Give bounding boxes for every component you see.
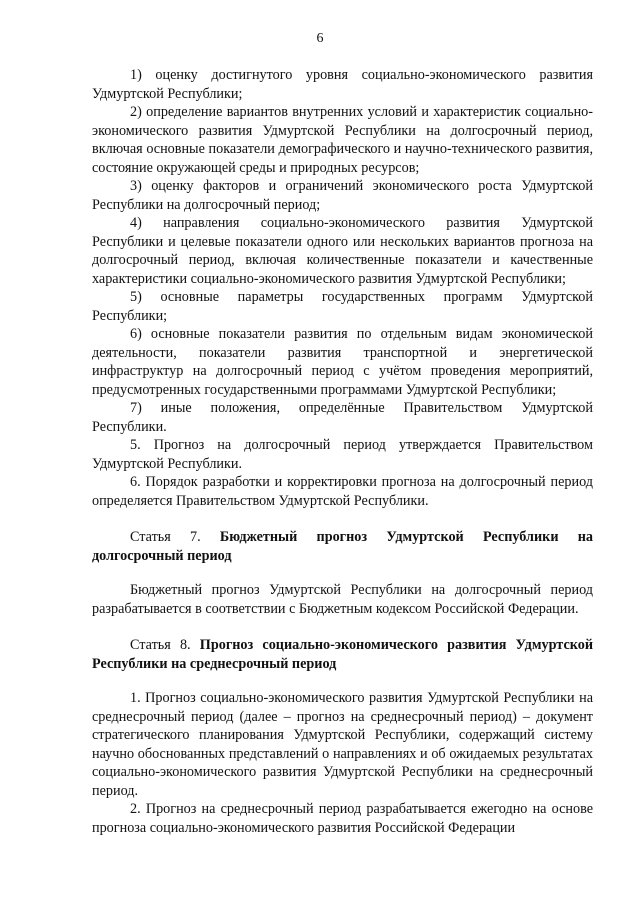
paragraph: 5. Прогноз на долгосрочный период утверждается Правительством Удмуртской Республики. xyxy=(92,437,593,472)
list-item: 3) оценку факторов и ограничений экономического роста Удмуртской Республики на долгосрочный период; xyxy=(92,178,593,213)
list-item: 4) направления социально-экономического развития Удмуртской Республики и целевые показатели одного или нескольких вариантов прогноза на долгосрочный период, включая количественные показатели и качественные характеристики социально-экономического развития Удмуртской Республики; xyxy=(92,215,593,287)
list-item: 1) оценку достигнутого уровня социально-экономического развития Удмуртской Республики; xyxy=(92,67,593,102)
page-number: 6 xyxy=(316,31,324,46)
document-body xyxy=(92,66,593,837)
article-7-text: Бюджетный прогноз Удмуртской Республики на долгосрочный период разрабатывается в соответствии с Бюджетным кодексом Российской Федерации. xyxy=(92,582,593,617)
list-item: 2) определение вариантов внутренних условий и характеристик социально-экономического развития Удмуртской Республики на долгосрочный период, включая основные показатели демографического и научно-технического развития, состояние окружающей среды и природных ресурсов; xyxy=(92,104,593,176)
article-7-label: Статья 7. xyxy=(130,529,201,545)
list-item: 5) основные параметры государственных программ Удмуртской Республики; xyxy=(92,289,593,324)
article-7-title: Бюджетный прогноз Удмуртской Республики на долгосрочный период xyxy=(92,529,594,564)
article-8-paragraph: 1. Прогноз социально-экономического развития Удмуртской Республики на среднесрочный период (далее – прогноз на среднесрочный период) – документ стратегического планирования Удмуртской Республики, содержащий систему научно обоснованных представлений о направлениях и об ожидаемых результатах социально-экономического развития Удмуртской Республики на среднесрочный период. xyxy=(92,690,593,799)
article-8-title: Прогноз социально-экономического развития Удмуртской Республики на среднесрочный период xyxy=(92,637,593,672)
article-8-label: Статья 8. xyxy=(130,637,191,653)
list-item: 7) иные положения, определённые Правительством Удмуртской Республики. xyxy=(92,400,593,435)
article-8-paragraph: 2. Прогноз на среднесрочный период разрабатывается ежегодно на основе прогноза социально-экономического развития Российской Федерации xyxy=(92,801,593,836)
article-8-heading xyxy=(92,636,593,673)
paragraph: 6. Порядок разработки и корректировки прогноза на долгосрочный период определяется Правительством Удмуртской Республики. xyxy=(92,474,593,509)
list-item: 6) основные показатели развития по отдельным видам экономической деятельности, показатели развития транспортной и энергетической инфраструктур на долгосрочный период с учётом проведения мероприятий, предусмотренных государственными программами Удмуртской Республики; xyxy=(92,326,593,398)
article-7-heading xyxy=(92,528,593,565)
